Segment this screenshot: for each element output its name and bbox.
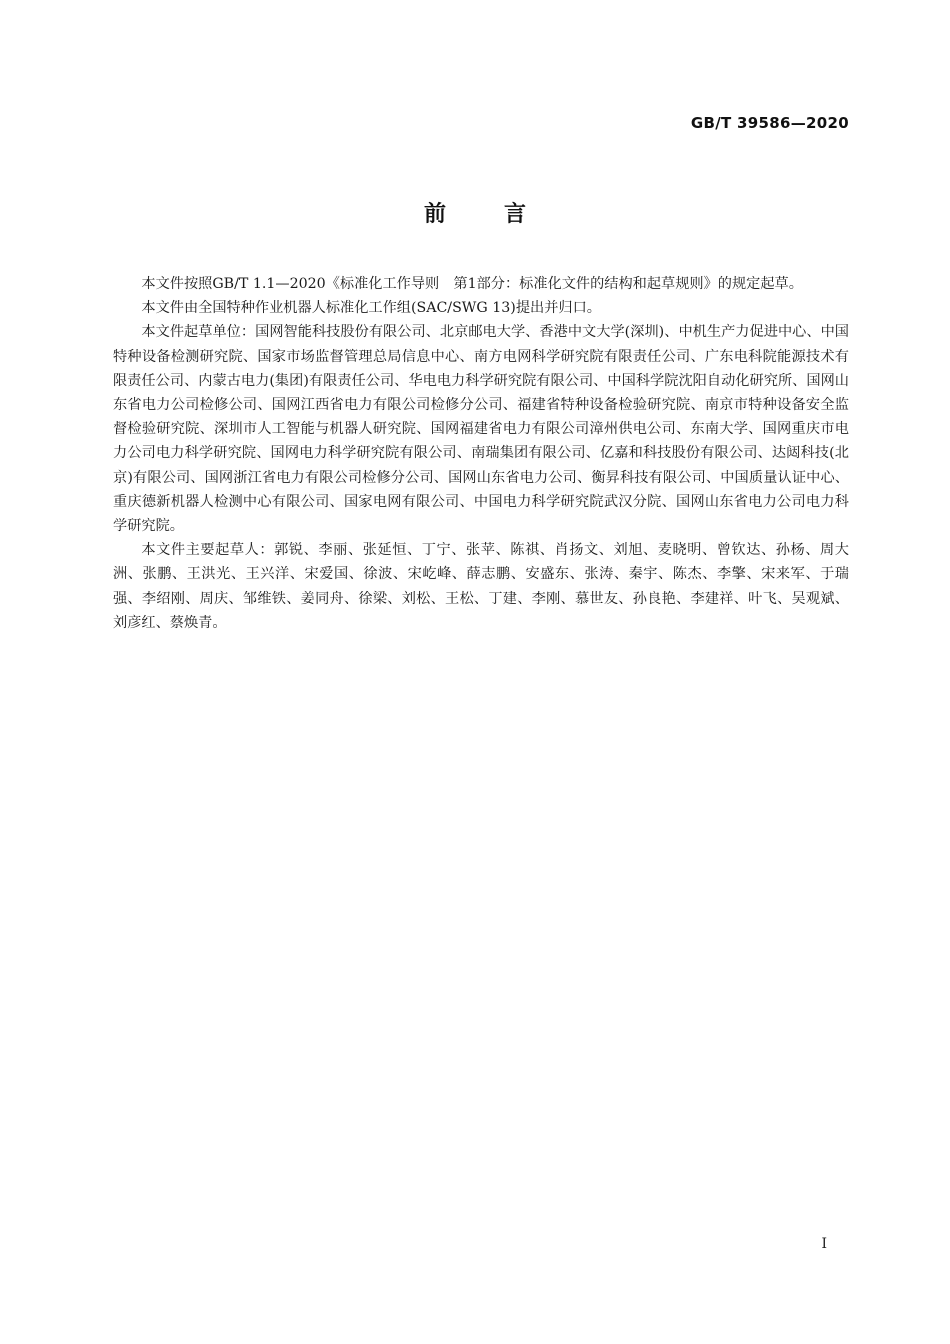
standard-number: GB/T 39586—2020	[690, 114, 849, 132]
paragraph-drafting-rules: 本文件按照GB/T 1.1—2020《标准化工作导则 第1部分：标准化文件的结构和起草规则》的规定起草。	[141, 276, 803, 292]
paragraph-proposer: 本文件由全国特种作业机器人标准化工作组(SAC/SWG 13)提出并归口。	[141, 300, 601, 317]
page-title: 前言	[423, 202, 584, 227]
paragraph-drafters: 本文件主要起草人：郭锐、李丽、张延恒、丁宁、张苹、陈祺、肖扬文、刘旭、麦晓明、曾钦达、孙杨、周大洲、张鹏、王洪光、王兴洋、宋爱国、徐波、宋屹峰、薛志鹏、安盛东、张涛、秦宇、陈杰、李擎、宋来军、于瑞强、李绍刚、周庆、邹维铁、姜同舟、徐梁、刘松、王松、丁建、李刚、慕世友、孙良艳、李建祥、叶飞、吴观斌、刘彦红、蔡焕青。	[113, 542, 849, 631]
page-number: I	[821, 1236, 827, 1252]
document-body	[113, 272, 849, 635]
paragraph-drafting-units: 本文件起草单位：国网智能科技股份有限公司、北京邮电大学、香港中文大学(深圳)、中机生产力促进中心、中国特种设备检测研究院、国家市场监督管理总局信息中心、南方电网科学研究院有限责任公司、广东电科院能源技术有限责任公司、内蒙古电力(集团)有限责任公司、华电电力科学研究院有限公司、中国科学院沈阳自动化研究所、国网山东省电力公司检修公司、国网江西省电力有限公司检修分公司、福建省特种设备检验研究院、南京市特种设备安全监督检验研究院、深圳市人工智能与机器人研究院、国网福建省电力有限公司漳州供电公司、东南大学、国网重庆市电力公司电力科学研究院、国网电力科学研究院有限公司、南瑞集团有限公司、亿嘉和科技股份有限公司、达闼科技(北京)有限公司、国网浙江省电力有限公司检修分公司、国网山东省电力公司、衡昇科技有限公司、中国质量认证中心、重庆德新机器人检测中心有限公司、国家电网有限公司、中国电力科学研究院武汉分院、国网山东省电力公司电力科学研究院。	[113, 324, 849, 535]
